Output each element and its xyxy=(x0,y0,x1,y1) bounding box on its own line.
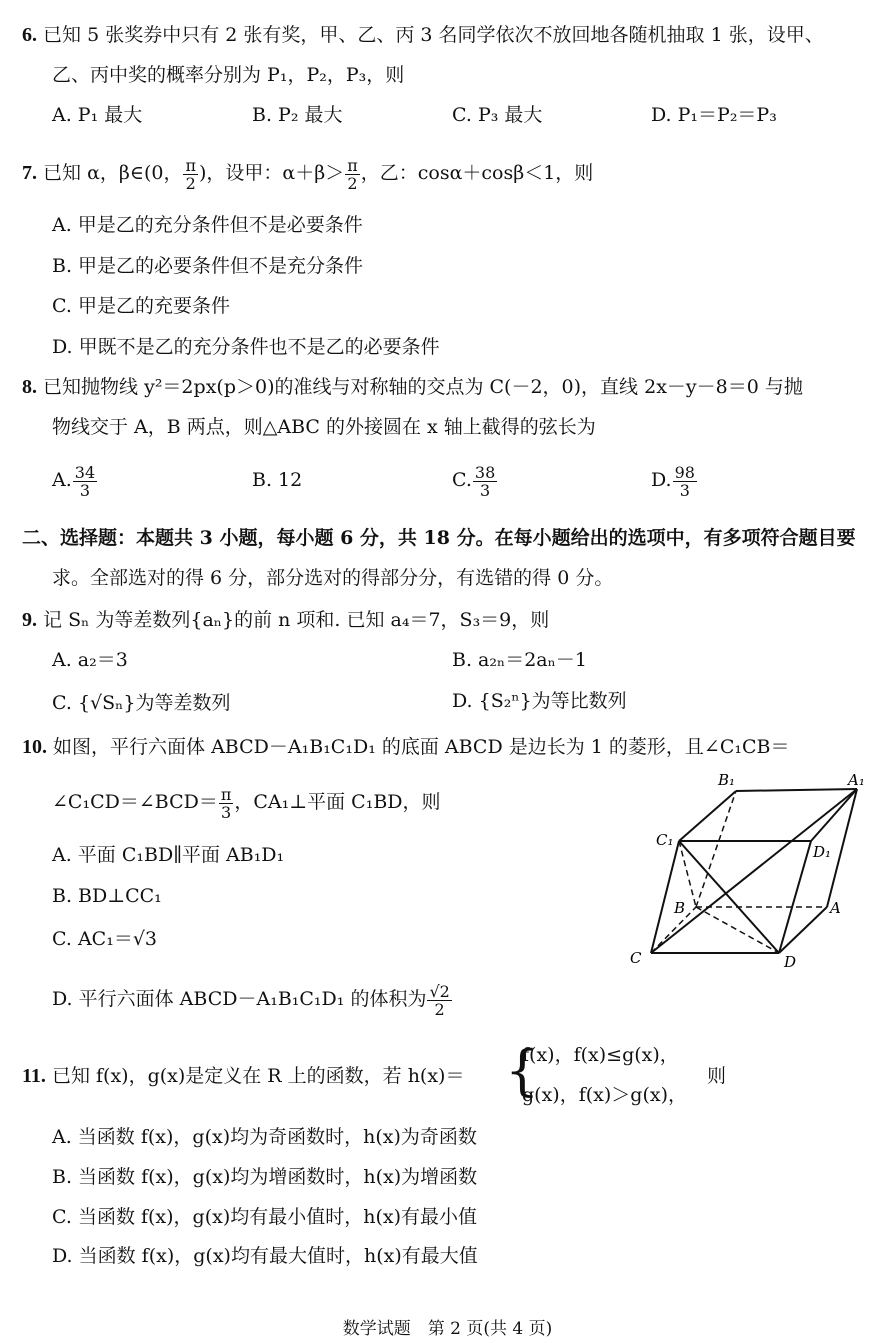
label-C1: C₁ xyxy=(656,831,674,849)
section2-line2: 求。全部选对的得 6 分，部分选对的得部分分，有选错的得 0 分。 xyxy=(52,567,614,589)
q7-stem xyxy=(22,155,593,192)
q11-option-a[interactable]: A. 当函数 f(x)，g(x)均为奇函数时，h(x)为奇函数 xyxy=(52,1126,477,1148)
q11-text-post: 则 xyxy=(707,1065,727,1087)
q10-stem-line1 xyxy=(22,734,789,760)
label-D1: D₁ xyxy=(813,843,832,861)
q6-text1: 已知 5 张奖券中只有 2 张有奖，甲、乙、丙 3 名同学依次不放回地各随机抽取 1 张，设甲、 xyxy=(43,24,824,46)
q8-option-d[interactable]: D. $\frac{98}{3}$ xyxy=(651,462,695,500)
q8-option-a[interactable]: A. $\frac{34}{3}$ xyxy=(52,462,96,500)
q6-number: 6. xyxy=(22,24,37,46)
q7-option-c[interactable]: C. 甲是乙的充要条件 xyxy=(52,295,230,317)
label-A1: A₁ xyxy=(848,771,865,789)
q6-option-b[interactable]: B. P₂ 最大 xyxy=(252,104,343,126)
q11-stem xyxy=(22,1063,464,1089)
q8-option-b[interactable]: B. 12 xyxy=(252,469,303,491)
q7-option-b[interactable]: B. 甲是乙的必要条件但不是充分条件 xyxy=(52,255,364,277)
q11-number: 11. xyxy=(22,1065,46,1087)
section2-line1: 二、选择题：本题共 3 小题，每小题 6 分，共 18 分。在每小题给出的选项中，有多项符合题目要 xyxy=(22,527,856,549)
q7-text-post: ，乙：cosα＋cosβ＜1，则 xyxy=(360,162,594,184)
q11-option-d[interactable]: D. 当函数 f(x)，g(x)均有最大值时，h(x)有最大值 xyxy=(52,1245,478,1267)
q9-option-b[interactable]: B. a₂ₙ＝2aₙ－1 xyxy=(452,649,587,671)
label-B1: B₁ xyxy=(718,771,736,789)
q6-stem-line2: 乙、丙中奖的概率分别为 P₁，P₂，P₃，则 xyxy=(52,64,405,86)
q9-number: 9. xyxy=(22,609,37,631)
q9-option-c[interactable]: C. {√Sₙ}为等差数列 xyxy=(52,692,231,714)
q10-frac: $\frac{\pi}{3}$ xyxy=(220,784,232,822)
label-D: D xyxy=(784,953,797,971)
q8-number: 8. xyxy=(22,376,37,398)
q6-option-d[interactable]: D. P₁＝P₂＝P₃ xyxy=(651,104,777,126)
q10-option-d[interactable]: D. 平行六面体 ABCD－A₁B₁C₁D₁ 的体积为 $\frac{√2}{2}$ xyxy=(52,981,450,1019)
q9-option-d[interactable]: D. {S₂ⁿ}为等比数列 xyxy=(452,690,627,712)
q8-option-c[interactable]: C. $\frac{38}{3}$ xyxy=(452,462,496,500)
q7-text-mid: )，设甲：α＋β＞ xyxy=(198,162,345,184)
q11-case1: f(x)，f(x)≤g(x)， xyxy=(522,1044,679,1066)
q7-frac1: $\frac{\pi}{2}$ xyxy=(185,155,196,193)
label-B: B xyxy=(674,899,686,917)
q8-text1: 已知抛物线 y²＝2px(p＞0)的准线与对称轴的交点为 C(－2，0)，直线 2x－y－8＝0 与抛 xyxy=(43,376,803,398)
q8-stem-line2: 物线交于 A，B 两点，则△ABC 的外接圆在 x 轴上截得的弦长为 xyxy=(52,416,596,438)
q11-brace: { xyxy=(505,1039,540,1102)
q7-text-pre: 已知 α，β∈(0， xyxy=(43,162,183,184)
q7-frac2: $\frac{\pi}{2}$ xyxy=(347,155,358,193)
q10-stem-line2: ∠C₁CD＝∠BCD＝ $\frac{\pi}{3}$ ，CA₁⊥平面 C₁BD，则 xyxy=(52,784,441,822)
label-C: C xyxy=(630,949,642,967)
q6-option-a[interactable]: A. P₁ 最大 xyxy=(52,104,143,126)
q11-case2: g(x)，f(x)＞g(x)， xyxy=(522,1084,687,1106)
q8-stem-line1 xyxy=(22,374,803,400)
q10-number: 10. xyxy=(22,736,47,758)
q9-option-a[interactable]: A. a₂＝3 xyxy=(52,649,128,671)
q10-option-a[interactable]: A. 平面 C₁BD∥平面 AB₁D₁ xyxy=(52,844,285,866)
q9-stem xyxy=(22,607,549,633)
page-footer: 数学试题 第 2 页(共 4 页) xyxy=(342,1319,553,1339)
q10-text1: 如图，平行六面体 ABCD－A₁B₁C₁D₁ 的底面 ABCD 是边长为 1 的菱形，且∠C₁CB＝ xyxy=(53,736,790,758)
q7-number: 7. xyxy=(22,162,37,184)
q6-option-c[interactable]: C. P₃ 最大 xyxy=(452,104,543,126)
q11-text-pre: 已知 f(x)，g(x)是定义在 R 上的函数，若 h(x)＝ xyxy=(51,1065,465,1087)
q6-stem-line1 xyxy=(22,22,824,48)
q7-option-d[interactable]: D. 甲既不是乙的充分条件也不是乙的必要条件 xyxy=(52,336,440,358)
q7-option-a[interactable]: A. 甲是乙的充分条件但不是必要条件 xyxy=(52,214,363,236)
q10-option-c[interactable]: C. AC₁＝√3 xyxy=(52,928,158,950)
q11-option-c[interactable]: C. 当函数 f(x)，g(x)均有最小值时，h(x)有最小值 xyxy=(52,1206,478,1228)
q11-option-b[interactable]: B. 当函数 f(x)，g(x)均为增函数时，h(x)为增函数 xyxy=(52,1166,478,1188)
q9-text: 记 Sₙ 为等差数列{aₙ}的前 n 项和. 已知 a₄＝7，S₃＝9，则 xyxy=(43,609,550,631)
parallelepiped-figure xyxy=(620,765,885,980)
label-A: A xyxy=(830,899,841,917)
q10-option-b[interactable]: B. BD⊥CC₁ xyxy=(52,885,162,907)
